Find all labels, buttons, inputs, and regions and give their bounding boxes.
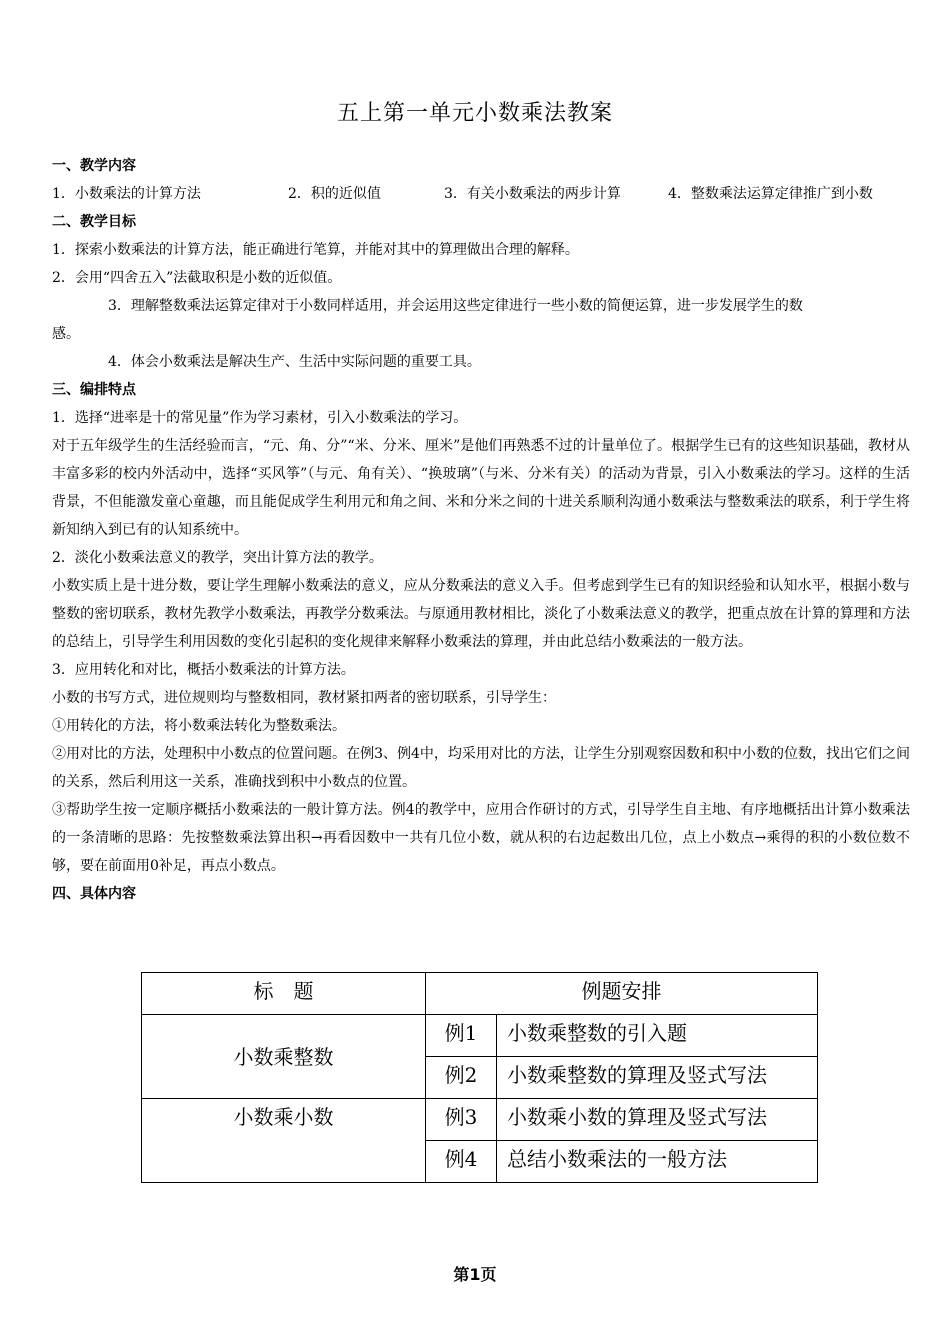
feature-1-body: 对于五年级学生的生活经验而言，“元、角、分”“米、分米、厘米”是他们再熟悉不过的计量单位了。根据学生已有的这些知识基础，教材从丰富多彩的校内外活动中，选择“买风筝”（与元、角有关）、“换玻璃”（与米、分米有关）的活动为背景，引入小数乘法的学习。这样的生活背景，不但能激发童心童趣，而且能促成学生利用元和角之间、米和分米之间的十进关系顺利沟通小数乘法与整数乘法的联系，利于学生将新知纳入到已有的认知系统中。 [52, 438, 910, 538]
goal-4: 4．体会小数乘法是解决生产、生活中实际问题的重要工具。 [108, 354, 481, 370]
feature-2-title: 2．淡化小数乘法意义的教学，突出计算方法的教学。 [52, 550, 383, 566]
feature-3-body: 小数的书写方式，进位规则均与整数相同，教材紧扣两者的密切联系，引导学生： [52, 690, 556, 706]
header-title-cell: 标 题 [142, 973, 426, 1015]
content-item-2: 2．积的近似值 [288, 186, 381, 202]
teaching-content-list [52, 180, 910, 208]
header-examples-cell: 例题安排 [426, 973, 818, 1015]
table-row [142, 1015, 818, 1057]
feature-3-point-3: ③帮助学生按一定顺序概括小数乘法的一般计算方法。例4的教学中，应用合作研讨的方式，引导学生自主地、有序地概括出计算小数乘法的一条清晰的思路：先按整数乘法算出积→再看因数中一共有几位小数，就从积的右边起数出几位，点上小数点→乘得的积的小数位数不够，要在前面用0补足，再点小数点。 [52, 802, 910, 874]
table-row [142, 1099, 818, 1141]
example-label: 例2 [426, 1057, 497, 1099]
example-text: 总结小数乘法的一般方法 [497, 1141, 818, 1183]
example-label: 例1 [426, 1015, 497, 1057]
content-item-4: 4．整数乘法运算定律推广到小数 [668, 186, 873, 202]
feature-3-point-1: ①用转化的方法，将小数乘法转化为整数乘法。 [52, 718, 346, 734]
section-heading-3: 三、编排特点 [52, 382, 136, 398]
section-heading-4: 四、具体内容 [52, 886, 136, 902]
feature-2-body: 小数实质上是十进分数，要让学生理解小数乘法的意义，应从分数乘法的意义入手。但考虑到学生已有的知识经验和认知水平，根据小数与整数的密切联系，教材先教学小数乘法，再教学分数乘法。与原通用教材相比，淡化了小数乘法意义的教学，把重点放在计算的算理和方法的总结上，引导学生利用因数的变化引起积的变化规律来解释小数乘法的算理，并由此总结小数乘法的一般方法。 [52, 578, 910, 650]
content-item-1: 1．小数乘法的计算方法 [52, 186, 201, 202]
table-header-row [142, 973, 818, 1015]
content-item-3: 3．有关小数乘法的两步计算 [444, 186, 621, 202]
goal-3-cont: 感。 [52, 326, 80, 342]
page-title: 五上第一单元小数乘法教案 [336, 101, 613, 126]
example-text: 小数乘整数的引入题 [497, 1015, 818, 1057]
feature-1-title: 1．选择“进率是十的常见量”作为学习素材，引入小数乘法的学习。 [52, 410, 468, 426]
section-heading-1: 一、教学内容 [52, 158, 136, 174]
document-body [52, 152, 910, 908]
example-arrangement-table [141, 972, 818, 1183]
example-text: 小数乘整数的算理及竖式写法 [497, 1057, 818, 1099]
page-number: 第1页 [453, 1265, 497, 1284]
example-label: 例4 [426, 1141, 497, 1183]
goal-2: 2．会用“四舍五入”法截取积是小数的近似值。 [52, 270, 342, 286]
goal-1: 1．探索小数乘法的计算方法，能正确进行笔算，并能对其中的算理做出合理的解释。 [52, 242, 579, 258]
group-cell-1: 小数乘整数 [142, 1015, 426, 1099]
example-text: 小数乘小数的算理及竖式写法 [497, 1099, 818, 1141]
group-cell-2: 小数乘小数 [142, 1099, 426, 1183]
example-label: 例3 [426, 1099, 497, 1141]
feature-3-title: 3．应用转化和对比，概括小数乘法的计算方法。 [52, 662, 355, 678]
section-heading-2: 二、教学目标 [52, 214, 136, 230]
goal-3: 3．理解整数乘法运算定律对于小数同样适用，并会运用这些定律进行一些小数的简便运算，进一步发展学生的数 [108, 298, 803, 314]
feature-3-point-2: ②用对比的方法，处理积中小数点的位置问题。在例3、例4中，均采用对比的方法，让学生分别观察因数和积中小数的位数，找出它们之间的关系，然后利用这一关系，准确找到积中小数点的位置。 [52, 746, 910, 790]
